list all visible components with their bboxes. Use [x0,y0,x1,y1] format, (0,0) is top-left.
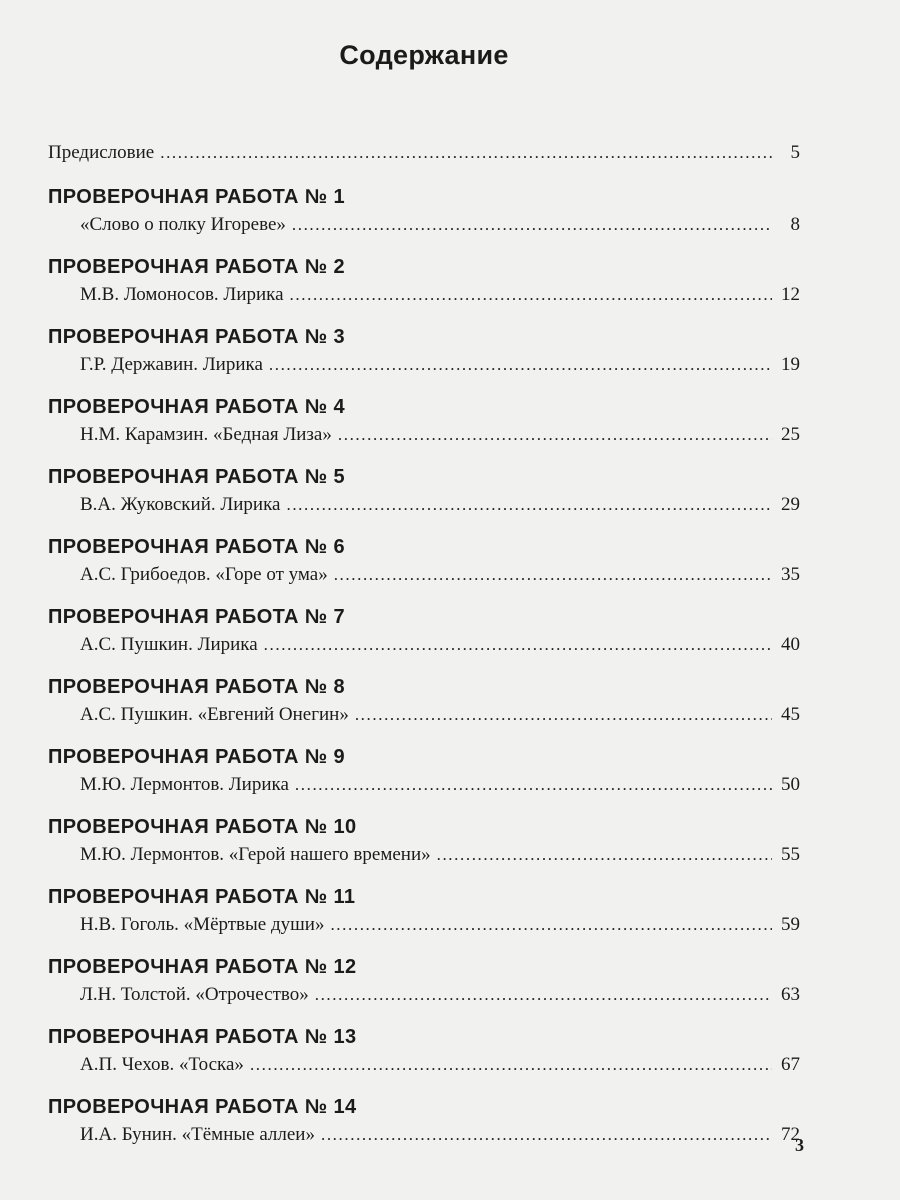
dot-leader [334,561,772,589]
entry-title: А.П. Чехов. «Тоска» [80,1054,244,1075]
entry-title: А.С. Пушкин. Лирика [80,634,258,655]
section-heading: ПРОВЕРОЧНАЯ РАБОТА № 10 [48,816,357,838]
entry-page: 40 [781,634,800,655]
section-heading: ПРОВЕРОЧНАЯ РАБОТА № 11 [48,886,356,908]
toc-section [48,813,800,869]
dot-leader [330,911,772,939]
toc-entry [48,421,800,449]
entry-page: 25 [781,424,800,445]
dot-leader [250,1051,772,1079]
entry-title: Предисловие [48,142,155,163]
entry-title: Н.В. Гоголь. «Мёртвые души» [80,914,325,935]
entry-page: 59 [781,914,800,935]
dot-leader [269,351,772,379]
toc-section [48,323,800,379]
entry-title: А.С. Грибоедов. «Горе от ума» [80,564,328,585]
toc-section [48,883,800,939]
toc-section [48,253,800,309]
toc-entry [48,211,800,239]
section-heading: ПРОВЕРОЧНАЯ РАБОТА № 12 [48,956,357,978]
entry-title: Л.Н. Толстой. «Отрочество» [80,984,309,1005]
toc-section [48,953,800,1009]
entry-page: 19 [781,354,800,375]
section-heading: ПРОВЕРОЧНАЯ РАБОТА № 7 [48,606,345,628]
toc-entry [48,771,800,799]
section-heading: ПРОВЕРОЧНАЯ РАБОТА № 3 [48,326,345,348]
toc-section [48,393,800,449]
entry-title: М.Ю. Лермонтов. «Герой нашего времени» [80,844,431,865]
toc-entry [48,631,800,659]
toc-entry-preface [48,139,800,167]
dot-leader [338,421,772,449]
toc-section [48,743,800,799]
dot-leader [315,981,772,1009]
entry-title: М.В. Ломоносов. Лирика [80,284,284,305]
entry-page: 29 [781,494,800,515]
section-heading: ПРОВЕРОЧНАЯ РАБОТА № 1 [48,186,345,208]
entry-title: М.Ю. Лермонтов. Лирика [80,774,289,795]
section-heading: ПРОВЕРОЧНАЯ РАБОТА № 2 [48,256,345,278]
section-heading: ПРОВЕРОЧНАЯ РАБОТА № 5 [48,466,345,488]
dot-leader [160,139,772,167]
dot-leader [264,631,772,659]
section-heading: ПРОВЕРОЧНАЯ РАБОТА № 13 [48,1026,357,1048]
entry-page: 8 [790,214,800,235]
entry-title: Г.Р. Державин. Лирика [80,354,263,375]
toc-entry [48,1051,800,1079]
dot-leader [292,211,772,239]
entry-page: 45 [781,704,800,725]
toc-section [48,1023,800,1079]
dot-leader [290,281,772,309]
toc-section [48,1093,800,1149]
toc-section [48,183,800,239]
section-heading: ПРОВЕРОЧНАЯ РАБОТА № 8 [48,676,345,698]
toc-entry [48,911,800,939]
entry-page: 50 [781,774,800,795]
section-heading: ПРОВЕРОЧНАЯ РАБОТА № 9 [48,746,345,768]
toc-entry [48,1121,800,1149]
section-heading: ПРОВЕРОЧНАЯ РАБОТА № 6 [48,536,345,558]
toc-entry [48,351,800,379]
toc-section [48,673,800,729]
dot-leader [295,771,772,799]
entry-page: 63 [781,984,800,1005]
entry-title: В.А. Жуковский. Лирика [80,494,281,515]
toc-section [48,603,800,659]
entry-title: Н.М. Карамзин. «Бедная Лиза» [80,424,332,445]
toc-section [48,533,800,589]
toc-entry [48,701,800,729]
page-number: 3 [795,1135,804,1155]
entry-title: «Слово о полку Игореве» [80,214,286,235]
toc-entry [48,981,800,1009]
entry-title: А.С. Пушкин. «Евгений Онегин» [80,704,349,725]
toc-entry [48,491,800,519]
toc-section [48,463,800,519]
entry-page: 12 [781,284,800,305]
toc-entry [48,281,800,309]
entry-page: 35 [781,564,800,585]
dot-leader [437,841,772,869]
section-heading: ПРОВЕРОЧНАЯ РАБОТА № 4 [48,396,345,418]
entry-title: И.А. Бунин. «Тёмные аллеи» [80,1124,315,1145]
entry-page: 72 [781,1124,800,1145]
entry-page: 5 [790,142,800,163]
entry-page: 67 [781,1054,800,1075]
dot-leader [321,1121,772,1149]
toc-entry [48,561,800,589]
toc-sections [48,183,800,1149]
dot-leader [355,701,772,729]
entry-page: 55 [781,844,800,865]
page-title: Содержание [339,40,509,70]
dot-leader [286,491,772,519]
section-heading: ПРОВЕРОЧНАЯ РАБОТА № 14 [48,1096,357,1118]
toc-entry [48,841,800,869]
